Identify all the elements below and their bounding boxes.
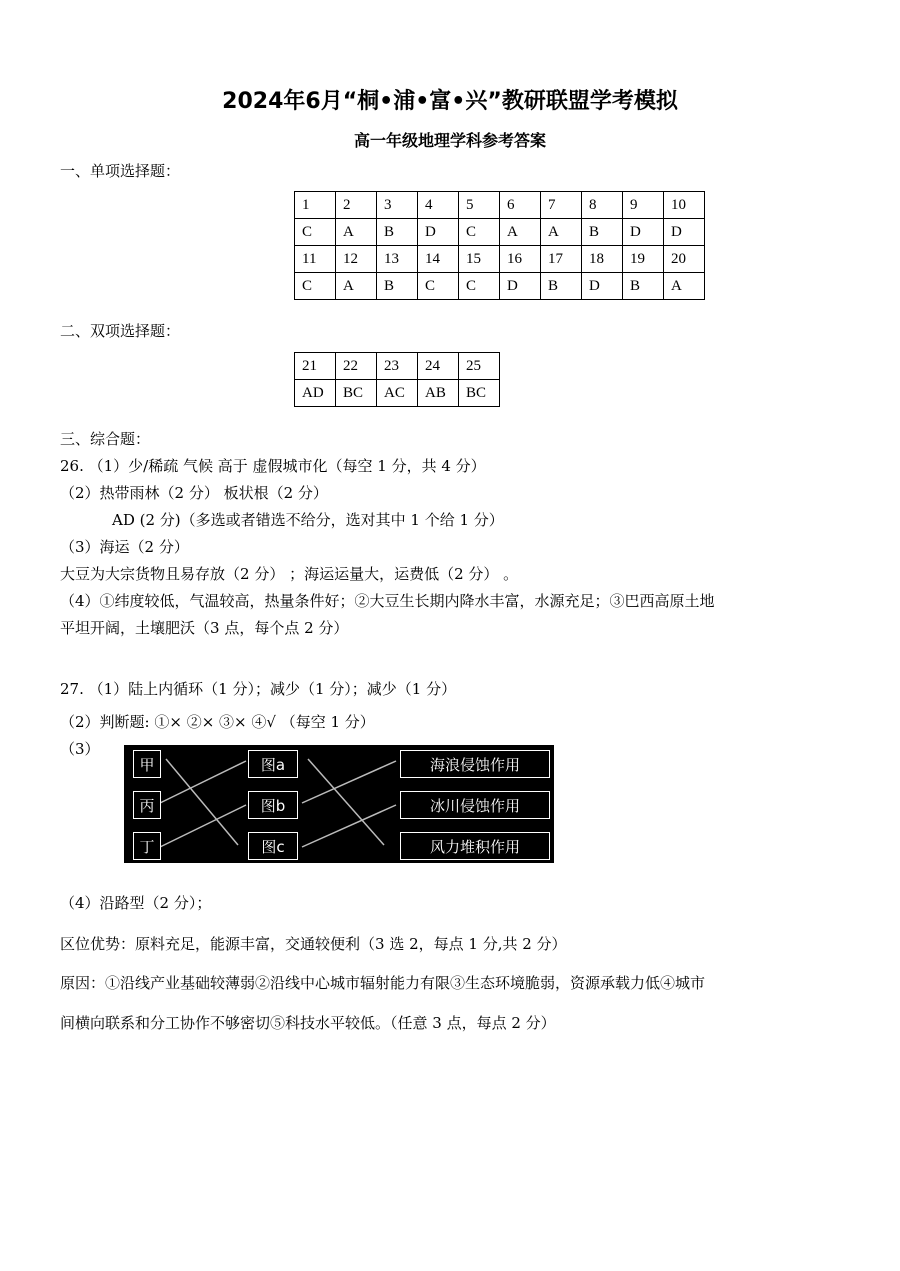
table-cell: 15 [459, 246, 500, 273]
table-cell: 14 [418, 246, 459, 273]
table-cell: 22 [336, 353, 377, 380]
table-cell: B [541, 273, 582, 300]
table-cell: 8 [582, 192, 623, 219]
table-cell: 24 [418, 353, 459, 380]
table-cell: D [500, 273, 541, 300]
table-cell: 20 [664, 246, 705, 273]
table-cell: 16 [500, 246, 541, 273]
table-row [295, 246, 705, 273]
table-cell: 23 [377, 353, 418, 380]
table-cell: AD [295, 380, 336, 407]
table-row [295, 353, 500, 380]
table-row [295, 380, 500, 407]
q27-line-2: （2）判断题: ①× ②× ③× ④√ （每空 1 分） [60, 713, 375, 731]
table-cell: B [377, 273, 418, 300]
table-cell: D [623, 219, 664, 246]
table-cell: AB [418, 380, 459, 407]
q27-line-7: 间横向联系和分工协作不够密切⑤科技水平较低。（任意 3 点，每点 2 分） [60, 1014, 556, 1032]
table-cell: BC [336, 380, 377, 407]
table-cell: A [336, 273, 377, 300]
table-cell: D [582, 273, 623, 300]
connector-line [302, 805, 396, 847]
page-subtitle: 高一年级地理学科参考答案 [353, 131, 546, 150]
table-cell: A [541, 219, 582, 246]
table-cell: 3 [377, 192, 418, 219]
q26-line-5: 大豆为大宗货物且易存放（2 分） ；海运运量大，运费低（2 分） 。 [60, 565, 519, 583]
table-cell: 13 [377, 246, 418, 273]
table-cell: C [295, 273, 336, 300]
table-cell: AC [377, 380, 418, 407]
table-cell: D [418, 219, 459, 246]
table-cell: 7 [541, 192, 582, 219]
matching-diagram [124, 745, 554, 863]
table-cell: B [623, 273, 664, 300]
table-cell: 18 [582, 246, 623, 273]
connector-line [160, 805, 246, 847]
table-cell: 9 [623, 192, 664, 219]
match-left-item: 丙 [133, 791, 161, 819]
q27-line-6: 原因：①沿线产业基础较薄弱②沿线中心城市辐射能力有限③生态环境脆弱，资源承载力低④城市 [60, 974, 706, 992]
q26-line-7: 平坦开阔，土壤肥沃（3 点，每个点 2 分） [60, 619, 349, 637]
double-choice-table [294, 352, 500, 407]
table-row [295, 273, 705, 300]
table-cell: C [459, 273, 500, 300]
table-cell: 4 [418, 192, 459, 219]
match-right-item: 冰川侵蚀作用 [400, 791, 550, 819]
table-cell: 17 [541, 246, 582, 273]
match-middle-item: 图a [248, 750, 298, 778]
q26-line-2: （2）热带雨林（2 分） 板状根（2 分） [60, 484, 328, 502]
section2-heading: 二、双项选择题： [60, 322, 181, 340]
table-cell: B [582, 219, 623, 246]
table-row [295, 192, 705, 219]
table-cell: B [377, 219, 418, 246]
table-cell: 5 [459, 192, 500, 219]
q26-line-6: （4）①纬度较低，气温较高，热量条件好；②大豆生长期内降水丰富，水源充足；③巴西高原土地 [60, 592, 715, 610]
table-cell: C [418, 273, 459, 300]
table-cell: 1 [295, 192, 336, 219]
table-cell: D [664, 219, 705, 246]
table-cell: C [459, 219, 500, 246]
q27-line-5: 区位优势：原料充足，能源丰富，交通较便利（3 选 2，每点 1 分,共 2 分） [60, 935, 567, 953]
q26-line-1: 26. （1）少/稀疏 气候 高于 虚假城市化（每空 1 分，共 4 分） [60, 457, 486, 475]
table-cell: A [500, 219, 541, 246]
table-cell: 21 [295, 353, 336, 380]
table-cell: 12 [336, 246, 377, 273]
table-cell: 10 [664, 192, 705, 219]
table-cell: A [664, 273, 705, 300]
table-cell: C [295, 219, 336, 246]
match-right-item: 海浪侵蚀作用 [400, 750, 550, 778]
table-cell: BC [459, 380, 500, 407]
q27-line-3: （3） [60, 740, 100, 758]
q27-line-1: 27. （1）陆上内循环（1 分）；减少（1 分）；减少（1 分） [60, 680, 457, 698]
single-choice-table [294, 191, 705, 300]
table-cell: 11 [295, 246, 336, 273]
page-title: 2024年6月“桐•浦•富•兴”教研联盟学考模拟 [222, 89, 678, 114]
table-row [295, 219, 705, 246]
table-cell: A [336, 219, 377, 246]
match-right-item: 风力堆积作用 [400, 832, 550, 860]
match-left-item: 甲 [133, 750, 161, 778]
table-cell: 2 [336, 192, 377, 219]
q26-line-4: （3）海运（2 分） [60, 538, 189, 556]
q26-line-3: AD (2 分)（多选或者错选不给分，选对其中 1 个给 1 分） [112, 511, 504, 529]
table-cell: 19 [623, 246, 664, 273]
q27-line-4: （4）沿路型（2 分）； [60, 894, 212, 912]
match-middle-item: 图c [248, 832, 298, 860]
section3-heading: 三、综合题： [60, 430, 151, 448]
connector-line [166, 759, 238, 845]
table-cell: 25 [459, 353, 500, 380]
match-middle-item: 图b [248, 791, 298, 819]
table-cell: 6 [500, 192, 541, 219]
match-left-item: 丁 [133, 832, 161, 860]
section1-heading: 一、单项选择题： [60, 162, 181, 180]
